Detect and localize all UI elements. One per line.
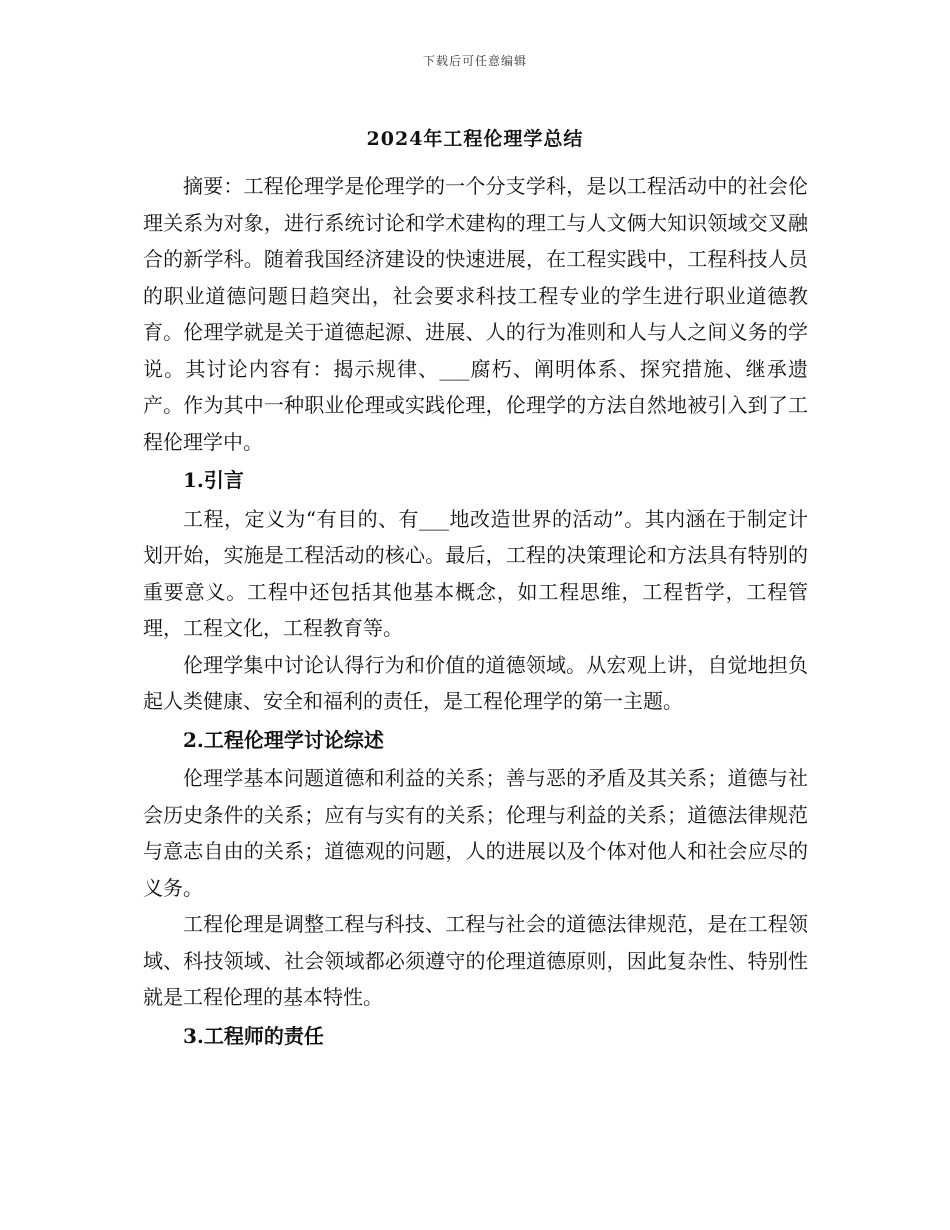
research-review-paragraph-2: 工程伦理是调整工程与科技、工程与社会的道德法律规范，是在工程领域、科技领域、社会领域都必须遵守的伦理道德原则，因此复杂性、特别性就是工程伦理的基本特性。 (143, 912, 808, 1009)
document-title: 2024年工程伦理学总结 (366, 128, 584, 150)
section-heading-introduction: 1.引言 (183, 468, 244, 492)
abstract-paragraph: 摘要：工程伦理学是伦理学的一个分支学科，是以工程活动中的社会伦理关系为对象，进行系统讨论和学术建构的理工与人文俩大知识领域交叉融合的新学科。随着我国经济建设的快速进展，在工程实践中，工程科技人员的职业道德问题日趋突出，社会要求科技工程专业的学生进行职业道德教育。伦理学就是关于道德起源、进展、人的行为准则和人与人之间义务的学说。其讨论内容有：揭示规律、___腐朽、阐明体系、探究措施、继承遗产。作为其中一种职业伦理或实践伦理，伦理学的方法自然地被引入到了工程伦理学中。 (143, 174, 808, 454)
introduction-paragraph-1: 工程，定义为“有目的、有___地改造世界的活动”。其内涵在于制定计划开始，实施是工程活动的核心。最后，工程的决策理论和方法具有特别的重要意义。工程中还包括其他基本概念，如工程思维，工程哲学，工程管理，工程文化，工程教育等。 (143, 506, 808, 640)
document-body (143, 168, 808, 1056)
section-heading-engineer-responsibility: 3.工程师的责任 (183, 1023, 324, 1048)
introduction-paragraph-2: 伦理学集中讨论认得行为和价值的道德领域。从宏观上讲，自觉地担负起人类健康、安全和福利的责任，是工程伦理学的第一主题。 (143, 652, 808, 713)
page-header-note: 下载后可任意编辑 (422, 54, 527, 68)
section-heading-research-review: 2.工程伦理学讨论综述 (183, 727, 384, 752)
research-review-paragraph-1: 伦理学基本问题道德和利益的关系；善与恶的矛盾及其关系；道德与社会历史条件的关系；应有与实有的关系；伦理与利益的关系；道德法律规范与意志自由的关系；道德观的问题，人的进展以及个体对他人和社会应尽的义务。 (143, 766, 808, 900)
